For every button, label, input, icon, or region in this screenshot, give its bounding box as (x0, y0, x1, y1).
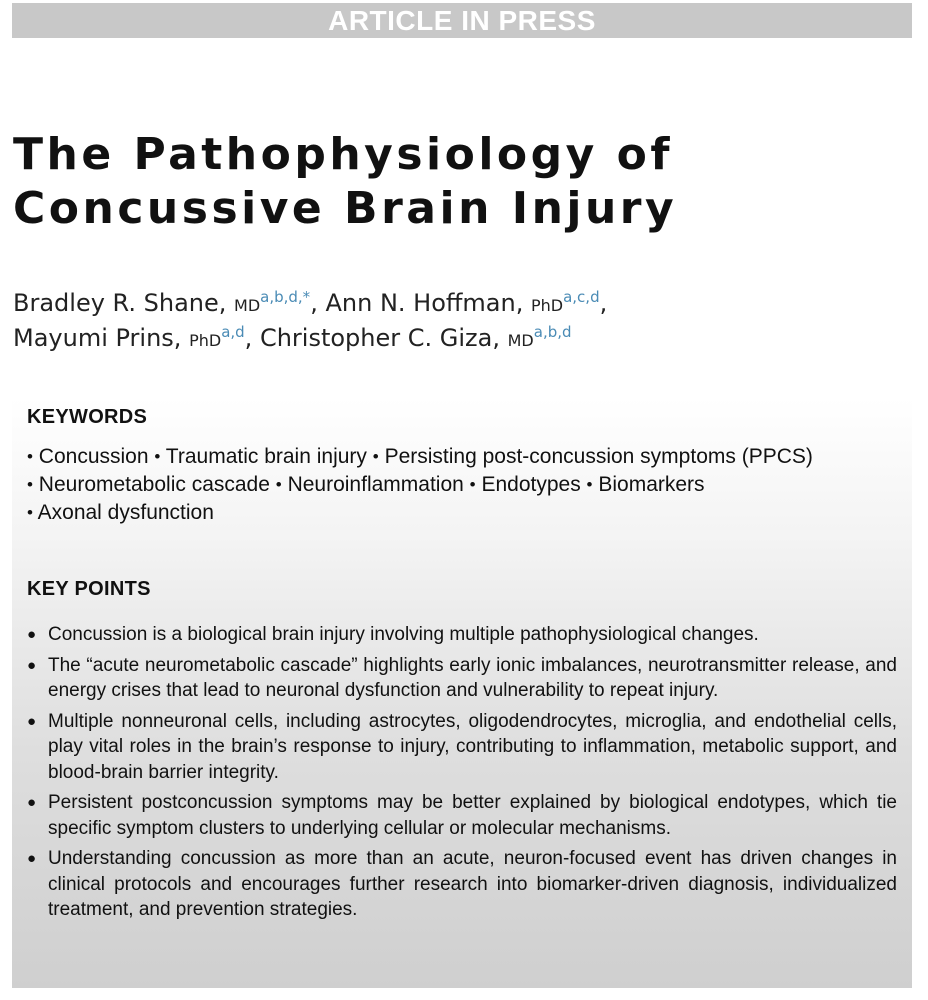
key-point-text: Concussion is a biological brain injury involving multiple pathophysiological changes. (48, 624, 759, 645)
keyword-bullet: • (586, 475, 593, 494)
key-point-bullet: ● (27, 656, 37, 674)
keywords-line (27, 471, 813, 499)
author-degree: PhD (189, 331, 222, 350)
author-degree: PhD (530, 296, 564, 315)
keyword: Endotypes (481, 473, 581, 496)
key-points-list (27, 622, 897, 928)
author-affiliation-marks[interactable]: a,b,d,* (260, 288, 311, 306)
author-separator: , (599, 289, 608, 317)
key-point-item (27, 790, 897, 841)
key-point-bullet: ● (27, 712, 37, 730)
keyword-bullet: • (154, 447, 161, 466)
author-name: Bradley R. Shane, (13, 289, 227, 317)
author-list (13, 287, 607, 357)
author-line-1 (13, 287, 607, 322)
keyword-bullet: • (372, 447, 379, 466)
keyword: Traumatic brain injury (165, 445, 367, 468)
author-name: Mayumi Prins, (13, 324, 182, 352)
author-name: Christopher C. Giza, (259, 324, 500, 352)
title-line-1: The Pathophysiology of (13, 129, 674, 180)
keyword-bullet: • (469, 475, 476, 494)
key-point-item (27, 709, 897, 786)
key-point-bullet: ● (27, 850, 37, 867)
keywords-line (27, 499, 813, 527)
keyword: Neurometabolic cascade (38, 473, 270, 496)
key-point-item (27, 622, 897, 648)
keyword: Axonal dysfunction (37, 501, 214, 524)
article-title (13, 128, 677, 236)
key-point-item (27, 653, 897, 704)
author-degree: MD (507, 331, 534, 350)
author-separator: , (244, 324, 253, 352)
author-name: Ann N. Hoffman, (325, 289, 524, 317)
key-point-item (27, 846, 897, 923)
author-affiliation-marks[interactable]: a,b,d (533, 323, 572, 341)
key-point-text: Multiple nonneuronal cells, including astrocytes, oligodendrocytes, microglia, and endothelial cells, play vital roles in the brain’s response to injury, contributing to inflammation, metabolic support, and blood-brain barrier integrity. (48, 710, 897, 783)
author-degree: MD (234, 296, 261, 315)
keyword-bullet: • (275, 475, 282, 494)
key-points-heading: KEY POINTS (27, 578, 151, 600)
key-point-text: Persistent postconcussion symptoms may be better explained by biological endotypes, which tie specific symptom clusters to underlying cellular or molecular mechanisms. (48, 792, 897, 839)
keyword-bullet: • (27, 503, 33, 522)
key-point-text: Understanding concussion as more than an acute, neuron-focused event has driven changes in clinical protocols and encourages further research into biomarker-driven diagnosis, individualized treatment, and prevention strategies. (48, 848, 897, 920)
keyword: Concussion (38, 445, 149, 468)
keywords-list (27, 443, 813, 527)
keyword: Persisting post-concussion symptoms (PPCS) (384, 445, 813, 468)
author-line-2 (13, 322, 607, 357)
author-affiliation-marks[interactable]: a,c,d (563, 288, 600, 306)
key-point-bullet: ● (27, 794, 37, 811)
title-line-2: Concussive Brain Injury (13, 183, 678, 234)
author-affiliation-marks[interactable]: a,d (221, 323, 245, 341)
keyword-bullet: • (27, 475, 33, 494)
keywords-keypoints-box (12, 398, 912, 988)
key-point-bullet: ● (27, 626, 37, 643)
keywords-heading: KEYWORDS (27, 406, 148, 428)
keyword: Biomarkers (598, 473, 705, 496)
article-in-press-banner: ARTICLE IN PRESS (12, 3, 912, 38)
keywords-line (27, 443, 813, 471)
author-separator: , (310, 289, 318, 317)
key-point-text: The “acute neurometabolic cascade” highlights early ionic imbalances, neurotransmitter release, and energy crises that lead to neuronal dysfunction and vulnerability to repeat injury. (48, 654, 897, 701)
keyword-bullet: • (27, 447, 33, 466)
keyword: Neuroinflammation (287, 473, 464, 496)
